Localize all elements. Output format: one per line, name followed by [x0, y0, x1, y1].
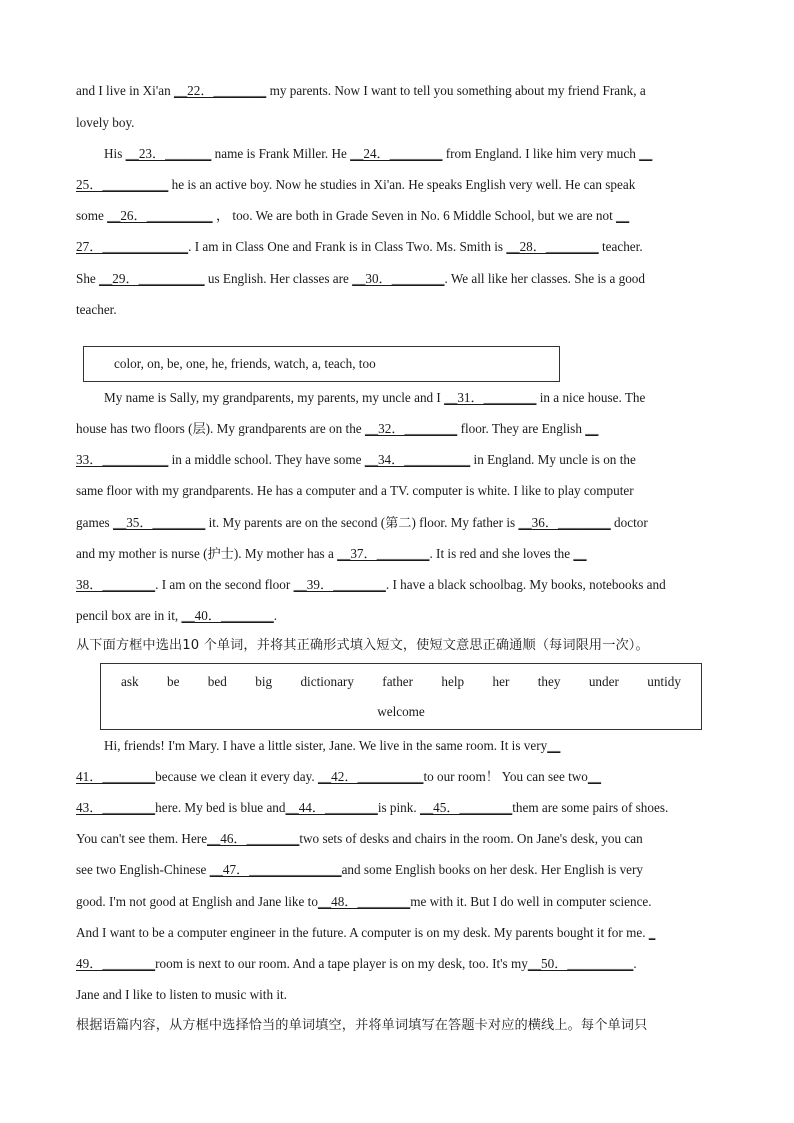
passage-text: games: [76, 515, 113, 530]
answer-blank: 25．__________: [76, 177, 169, 192]
passage-text: good. I'm not good at English and Jane like to: [76, 894, 318, 909]
passage-text: me with it. But I do well in computer science.: [410, 894, 652, 909]
passage-text: She: [76, 271, 100, 286]
word-box-2-word: untidy: [647, 674, 681, 689]
passage-text: see two English-Chinese: [76, 862, 210, 877]
answer-blank: 41．________: [76, 769, 156, 784]
answer-blank: __45．________: [419, 800, 513, 815]
answer-blank: __50．__________: [527, 956, 634, 971]
passage-text: here. My bed is blue and: [155, 800, 286, 815]
passage-text: in a middle school. They have some: [168, 452, 365, 467]
word-box-2-row-1: [121, 672, 681, 692]
passage-text: because we clean it every day.: [155, 769, 318, 784]
word-box-2-word: father: [382, 674, 414, 689]
answer-blank: __34．__________: [364, 452, 471, 467]
answer-blank: __44．________: [285, 800, 378, 815]
passage-text: Hi, friends! I'm Mary. I have a little sister, Jane. We live in the same room. It is very: [104, 738, 548, 753]
answer-blank: __32．________: [364, 421, 458, 436]
passage-text: and I live in Xi'an: [76, 83, 174, 98]
passage-text: to our room！ You can see two: [423, 769, 588, 784]
answer-blank: __42．__________: [317, 769, 424, 784]
answer-blank: __23．_______: [125, 146, 212, 161]
answer-blank: 43．________: [76, 800, 156, 815]
passage-text: .: [633, 956, 637, 971]
passage-text: house has two floors (层). My grandparents are on the: [76, 421, 365, 436]
instruction-2: 根据语篇内容，从方框中选择恰当的单词填空，并将单词填写在答题卡对应的横线上。每个单词只: [76, 1018, 648, 1033]
passage-c-line: [76, 829, 736, 849]
word-box-2-word: ask: [121, 674, 139, 689]
passage-text: . I have a black schoolbag. My books, notebooks and: [385, 577, 666, 592]
passage-a-line: [76, 300, 736, 320]
passage-a-line: [76, 175, 736, 195]
passage-c-line: [76, 798, 736, 818]
passage-text: name is Frank Miller. He: [211, 146, 351, 161]
word-box-2-word: big: [255, 674, 273, 689]
word-box-2-word: help: [441, 674, 465, 689]
answer-blank: __31．________: [444, 390, 537, 405]
word-box-2-row-2: welcome: [377, 704, 425, 719]
word-box-2-word: they: [537, 674, 561, 689]
passage-text: is pink.: [377, 800, 420, 815]
passage-a-line: [76, 206, 736, 226]
passage-text: teacher.: [76, 302, 117, 317]
answer-blank: __22．________: [173, 83, 267, 98]
passage-c-line: [76, 954, 736, 974]
passage-text: some: [76, 208, 108, 223]
answer-blank: __: [547, 738, 561, 753]
passage-text: them are some pairs of shoes.: [512, 800, 669, 815]
passage-c-line: [76, 860, 736, 880]
passage-text: lovely boy.: [76, 115, 135, 130]
word-box-2: [100, 663, 702, 730]
answer-blank: 38．________: [76, 577, 156, 592]
answer-blank: __47．______________: [209, 862, 342, 877]
answer-blank: __30．________: [352, 271, 445, 286]
answer-blank: __39．________: [293, 577, 386, 592]
answer-blank: __35．________: [113, 515, 206, 530]
passage-a-line: [76, 269, 736, 289]
passage-text: His: [104, 146, 126, 161]
answer-blank: __36．________: [518, 515, 611, 530]
answer-blank: _: [648, 925, 656, 940]
answer-blank: __: [585, 421, 599, 436]
passage-text: ， too. We are both in Grade Seven in No. 6 Middle School, but we are not: [212, 208, 617, 223]
passage-a-line: [76, 81, 736, 101]
answer-blank: __28．________: [506, 239, 599, 254]
word-box-1: [83, 346, 560, 382]
passage-text: and some English books on her desk. Her English is very: [341, 862, 644, 877]
passage-b-line: [76, 481, 736, 501]
passage-text: it. My parents are on the second (第二) floor. My father is: [205, 515, 519, 530]
passage-a-line: [76, 113, 736, 133]
passage-b-line: [76, 419, 736, 439]
passage-text: room is next to our room. And a tape player is on my desk, too. It's my: [155, 956, 528, 971]
passage-text: My name is Sally, my grandparents, my parents, my uncle and I: [104, 390, 445, 405]
passage-c-line: [76, 892, 736, 912]
passage-text: two sets of desks and chairs in the room. On Jane's desk, you can: [299, 831, 643, 846]
passage-b-line: [76, 544, 736, 564]
passage-c-line: [76, 985, 736, 1005]
passage-a-line: [76, 237, 736, 257]
word-box-1-words: color, on, be, one, he, friends, watch, a, teach, too: [114, 356, 376, 371]
passage-text: my parents. Now I want to tell you something about my friend Frank, a: [266, 83, 646, 98]
passage-text: in a nice house. The: [536, 390, 646, 405]
answer-blank: __24．________: [350, 146, 443, 161]
passage-text: doctor: [610, 515, 648, 530]
passage-text: pencil box are in it,: [76, 608, 182, 623]
passage-text: he is an active boy. Now he studies in Xi'an. He speaks English very well. He can speak: [168, 177, 636, 192]
passage-b-line: [76, 513, 736, 533]
answer-blank: __: [616, 208, 630, 223]
passage-text: . We all like her classes. She is a good: [444, 271, 645, 286]
passage-text: . I am in Class One and Frank is in Class Two. Ms. Smith is: [188, 239, 507, 254]
passage-text: and my mother is nurse (护士). My mother has a: [76, 546, 338, 561]
passage-b-line: [104, 388, 764, 408]
passage-text: from England. I like him very much: [442, 146, 640, 161]
answer-blank: __29．__________: [99, 271, 205, 286]
passage-b-line: [76, 606, 736, 626]
answer-blank: __: [573, 546, 587, 561]
passage-c-line: [76, 923, 736, 943]
answer-blank: __48．________: [317, 894, 411, 909]
passage-text: us English. Her classes are: [204, 271, 353, 286]
word-box-2-word: dictionary: [300, 674, 354, 689]
word-box-2-word: bed: [207, 674, 227, 689]
passage-text: .: [273, 608, 278, 623]
passage-text: Jane and I like to listen to music with it.: [76, 987, 287, 1002]
answer-blank: __26．__________: [107, 208, 213, 223]
passage-c-line: [76, 767, 736, 787]
passage-text: . It is red and she loves the: [429, 546, 574, 561]
passage-text: teacher.: [598, 239, 643, 254]
answer-blank: 27．_____________: [76, 239, 189, 254]
answer-blank: __46．________: [207, 831, 300, 846]
passage-text: in England. My uncle is on the: [470, 452, 636, 467]
answer-blank: 33．__________: [76, 452, 169, 467]
answer-blank: __: [587, 769, 602, 784]
answer-blank: __37．________: [337, 546, 430, 561]
passage-a-line: [104, 144, 764, 164]
answer-blank: __: [639, 146, 653, 161]
passage-b-line: [76, 575, 736, 595]
passage-text: floor. They are English: [457, 421, 586, 436]
passage-c-line: [104, 736, 764, 756]
passage-b-line: [76, 450, 736, 470]
answer-blank: 49．________: [76, 956, 156, 971]
passage-text: And I want to be a computer engineer in the future. A computer is on my desk. My parents bought it for me.: [76, 925, 649, 940]
word-box-2-word: be: [166, 674, 180, 689]
passage-text: You can't see them. Here: [76, 831, 208, 846]
passage-text: same floor with my grandparents. He has a computer and a TV. computer is white. I like to play computer: [76, 483, 634, 498]
word-box-2-word: her: [492, 674, 510, 689]
instruction-1: 从下面方框中选出10 个单词，并将其正确形式填入短文，使短文意思正确通顺（每词限用一次）。: [76, 638, 649, 653]
passage-text: . I am on the second floor: [155, 577, 294, 592]
answer-blank: __40．________: [181, 608, 274, 623]
word-box-2-word: under: [588, 674, 619, 689]
